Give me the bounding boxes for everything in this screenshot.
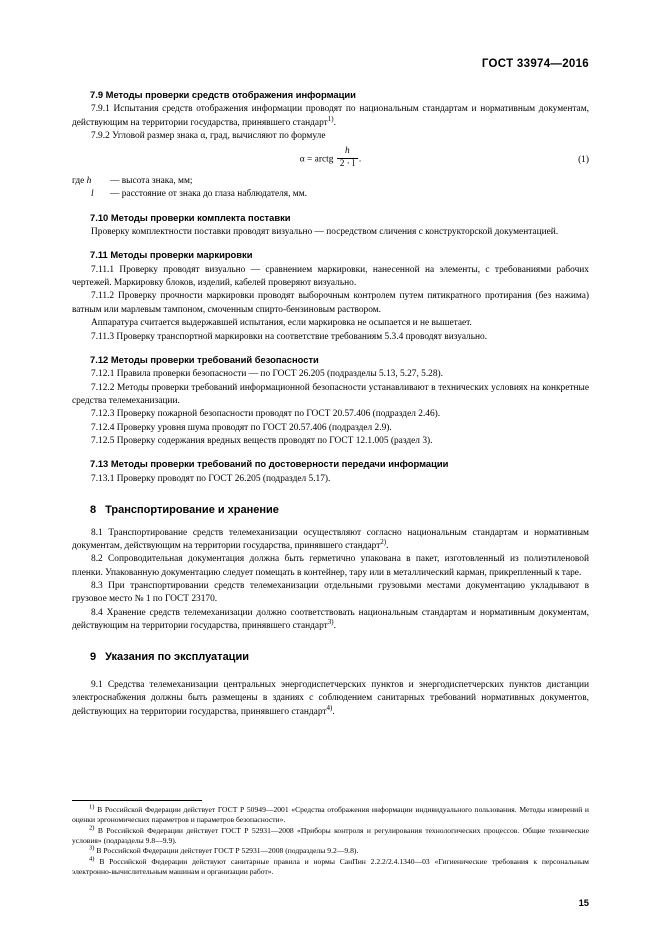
page-number: 15 bbox=[578, 897, 589, 908]
legend-symbol-l: l bbox=[91, 189, 94, 200]
formula-block bbox=[72, 148, 589, 171]
paragraph-8-2: 8.2 Сопроводительная документация должна быть герметично упакована в пакет, изготовленный из полиэтиленовой пленки. Упакованную документацию следует помещать в контейнер, тару или в металлический карман, прикрепленный к таре. bbox=[72, 554, 589, 578]
section-heading-7-13: 7.13 Методы проверки требований по достоверности передачи информации bbox=[90, 458, 449, 470]
document-body bbox=[72, 88, 589, 719]
footnote-1-text: В Российской Федерации действует ГОСТ Р 50949—2001 «Средства отображения информации индивидуального пользования. Методы измерений и оценки эргономических параметров и параметров безопасности». bbox=[72, 804, 589, 824]
formula-fraction bbox=[337, 147, 358, 170]
footnote-ref-3: 3) bbox=[327, 617, 334, 626]
paragraph-7-11-3: 7.11.3 Проверку транспортной маркировки на соответствие требованиям 5.3.4 проводят визуально. bbox=[91, 331, 488, 342]
legend-intro: где h bbox=[72, 176, 92, 187]
legend-row-h: где h — высота знака, мм; bbox=[72, 175, 589, 188]
section-heading-9 bbox=[72, 650, 589, 666]
footnotes-block bbox=[72, 800, 589, 878]
paragraph-8-1: 8.1 Транспортирование средств телемеханизации осуществляют согласно национальным стандартам и нормативным документам, действующим на территории государства, принявшего стандарт$^{2)}$. bbox=[72, 527, 589, 551]
section-heading-7-12: 7.12 Методы проверки требований безопасности bbox=[90, 353, 319, 365]
formula-expression bbox=[300, 148, 361, 171]
paragraph-7-12-5: 7.12.5 Проверку содержания вредных веществ проводят по ГОСТ 12.1.005 (раздел 3). bbox=[91, 435, 433, 446]
paragraph-7-12-2: 7.12.2 Методы проверки требований информационной безопасности устанавливают в технических условиях на конкретные средства телемеханизации. bbox=[72, 382, 589, 406]
section-heading-8 bbox=[72, 503, 589, 519]
formula-numerator: h bbox=[344, 146, 350, 157]
footnote-2-marker: 2) bbox=[89, 824, 95, 832]
formula-legend bbox=[72, 175, 589, 202]
footnote-3-marker: 3) bbox=[89, 844, 95, 852]
section-8-title: Транспортирование и хранение bbox=[105, 503, 279, 516]
paragraph-7-9-1: 7.9.1 Испытания средств отображения информации проводят по национальным стандартам и нормативным документам, действующим на территории государства, принявшего стандарт$^{1)}$. bbox=[72, 104, 589, 128]
paragraph-7-11-2-note: Аппаратура считается выдержавшей испытания, если маркировка не осыпается и не вышетает. bbox=[91, 318, 472, 329]
paragraph-7-9-2: 7.9.2 Угловой размер знака α, град, вычисляют по формуле bbox=[91, 131, 326, 142]
footnote-ref-1: 1) bbox=[327, 114, 334, 123]
footnote-1 bbox=[72, 805, 589, 825]
section-9-title: Указания по эксплуатации bbox=[105, 651, 249, 664]
paragraph-8-3: 8.3 При транспортировании средств телемеханизации отдельными грузовыми местами документацию укладывают в грузовое место № 1 по ГОСТ 23170. bbox=[72, 580, 589, 605]
paragraph-7-12-1: 7.12.1 Правила проверки безопасности — по ГОСТ 26.205 (подразделы 5.13, 5.27, 5.28). bbox=[91, 369, 444, 380]
footnote-3 bbox=[72, 846, 589, 856]
footnote-ref-4: 4) bbox=[326, 703, 333, 712]
footnote-1-marker: 1) bbox=[89, 803, 95, 811]
footnote-separator bbox=[72, 800, 202, 801]
section-heading-7-10: 7.10 Методы проверки комплекта поставки bbox=[90, 211, 291, 223]
paragraph-9-1: 9.1 Средства телемеханизации центральных энергодиспетчерских пунктов и энергодиспетчерских пунктов дистанции электроснабжения должны быть размещены в зданиях с соблюдением санитарных требований нормативных документов, действующих на территории государства, принявшего стандарт$^{4)}$. bbox=[72, 679, 589, 717]
footnote-3-text: В Российской Федерации действует ГОСТ Р 52931—2008 (подразделы 9.2—9.8). bbox=[96, 846, 359, 856]
formula-period: . bbox=[358, 154, 362, 165]
formula-number: (1) bbox=[578, 155, 589, 166]
footnote-4 bbox=[72, 857, 589, 877]
section-8-number: 8 bbox=[90, 503, 97, 516]
legend-row-l: l — расстояние от знака до глаза наблюдателя, мм. bbox=[72, 188, 589, 201]
paragraph-7-13-1: 7.13.1 Проверку проводят по ГОСТ 26.205 (подраздел 5.17). bbox=[91, 473, 331, 484]
section-heading-7-11: 7.11 Методы проверки маркировки bbox=[90, 249, 253, 261]
paragraph-7-11-2: 7.11.2 Проверку прочности маркировки проводят выборочным контролем путем пятикратного протирания (без нажима) ватным или марлевым тампоном, смоченным спирто-бензиновым раствором. bbox=[72, 291, 589, 315]
section-heading-7-9: 7.9 Методы проверки средств отображения информации bbox=[90, 89, 356, 100]
page-header: ГОСТ 33974—2016 bbox=[481, 58, 589, 70]
formula-denominator: 2 · l bbox=[339, 159, 355, 170]
footnote-2 bbox=[72, 826, 589, 846]
paragraph-7-11-1: 7.11.1 Проверку проводят визуально — сравнением маркировки, нанесенной на элементы, с требованиями рабочих чертежей. Маркировку блоков, изделий, кабелей проверяют визуально. bbox=[72, 264, 589, 289]
section-9-number: 9 bbox=[90, 651, 97, 664]
paragraph-7-12-4: 7.12.4 Проверку уровня шума проводят по ГОСТ 20.57.406 (подраздел 2.9). bbox=[91, 422, 392, 433]
footnote-2-text: В Российской Федерации действует ГОСТ Р 52931—2008 «Приборы контроля и регулирования технологических процессов. Общие технические условия» (подразделы 9.8—9.9). bbox=[72, 825, 589, 845]
paragraph-8-4: 8.4 Хранение средств телемеханизации должно соответствовать национальным стандартам и нормативным документам, действующим на территории государства, принявшего стандарт$^{3)}$. bbox=[72, 607, 589, 631]
footnote-ref-2: 2) bbox=[380, 537, 387, 546]
paragraph-7-10-1: Проверку комплектности поставки проводят визуально — посредством сличения с конструкторской документацией. bbox=[91, 227, 559, 238]
footnote-4-text: В Российской Федерации действуют санитарные правила и нормы СанПин 2.2.2/2.4.1340—03 «Гигиенические требования к персональным электронно-вычислительным машинам и организации работ». bbox=[72, 857, 589, 877]
paragraph-7-12-3: 7.12.3 Проверку пожарной безопасности проводят по ГОСТ 20.57.406 (подраздел 2.46). bbox=[91, 409, 441, 420]
footnote-4-marker: 4) bbox=[89, 855, 95, 863]
formula-lhs: α = arctg bbox=[299, 154, 334, 165]
